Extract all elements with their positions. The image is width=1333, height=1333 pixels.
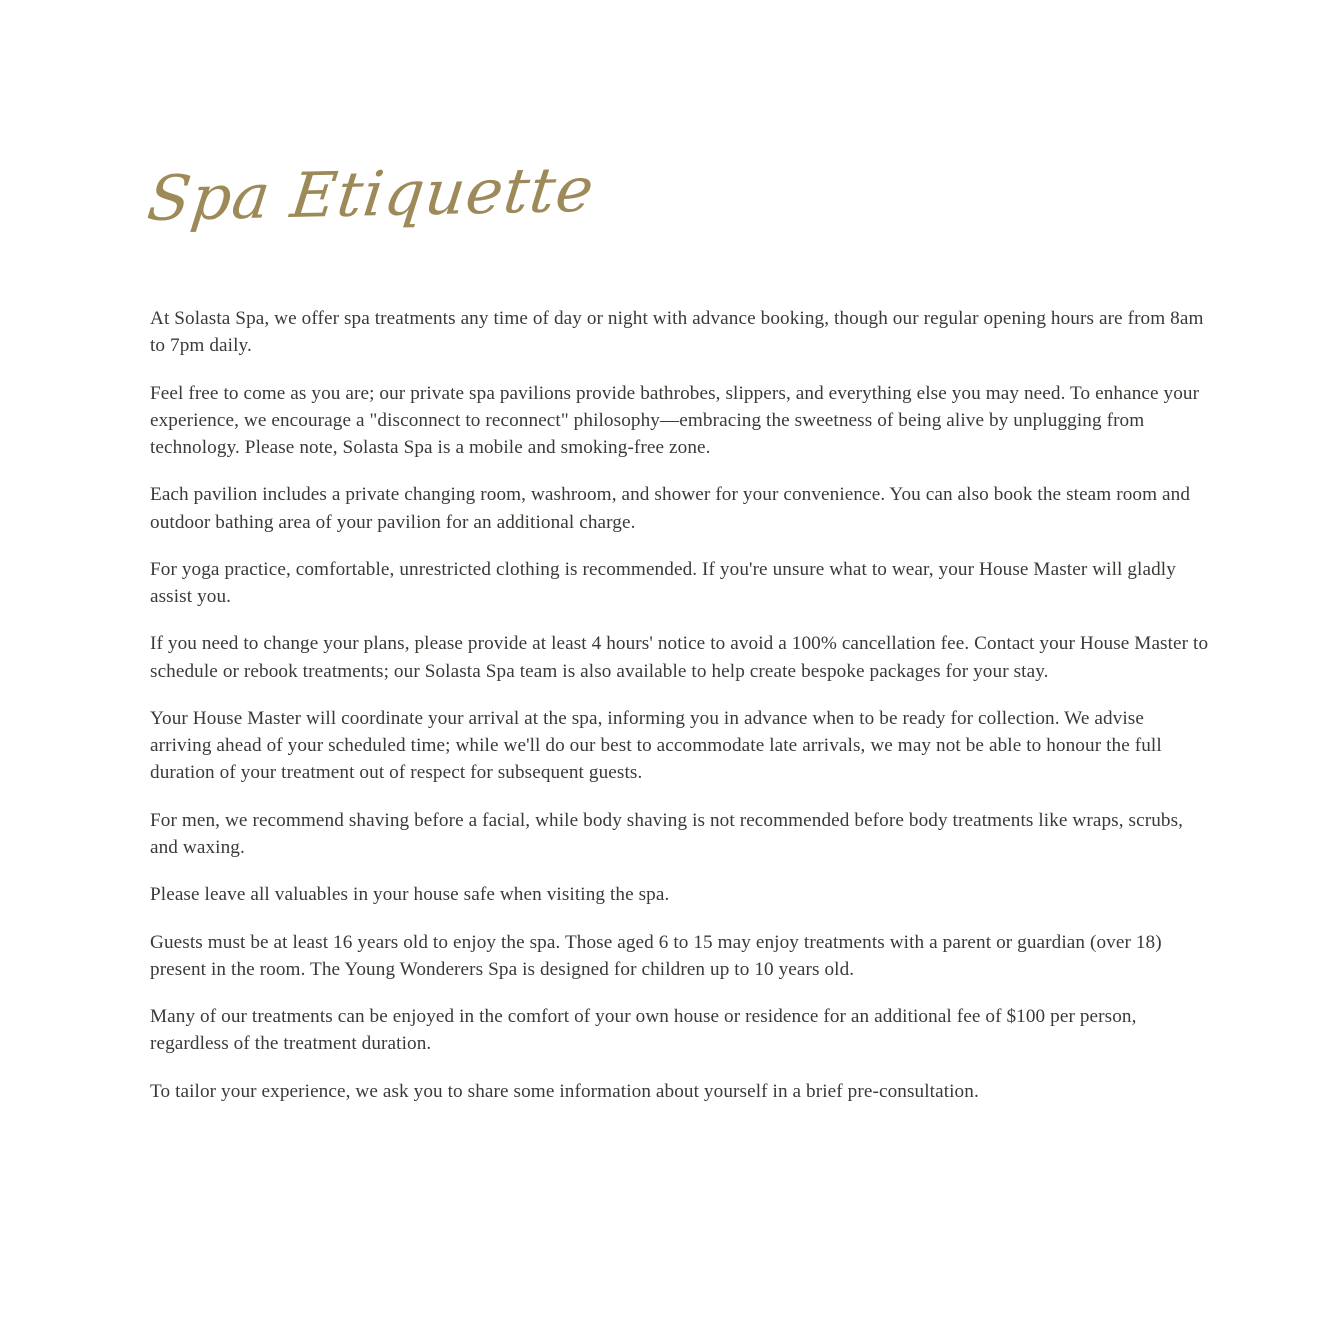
paragraph: If you need to change your plans, please provide at least 4 hours' notice to avoid a 100% cancellation fee. Contact your House Master to schedule or rebook treatments; our Solasta Spa team is also available to help create bespoke packages for your stay. [150,633,1209,682]
paragraph: Feel free to come as you are; our private spa pavilions provide bathrobes, slippers, and everything else you may need. To enhance your experience, we encourage a "disconnect to reconnect" philosophy—embracing the sweetness of being alive by unplugging from technology. Please note, Solasta Spa is a mobile and smoking-free zone. [150,382,1200,459]
paragraph: Your House Master will coordinate your arrival at the spa, informing you in advance when to be ready for collection. We advise arriving ahead of your scheduled time; while we'll do our best to accommodate late arrivals, we may not be able to honour the full duration of your treatment out of respect for subsequent guests. [150,707,1162,784]
paragraph: To tailor your experience, we ask you to share some information about yourself in a brief pre-consultation. [150,1080,979,1102]
paragraph: At Solasta Spa, we offer spa treatments any time of day or night with advance booking, though our regular opening hours are from 8am to 7pm daily. [150,308,1204,357]
paragraph: For yoga practice, comfortable, unrestricted clothing is recommended. If you're unsure what to wear, your House Master will gladly assist you. [150,558,1176,608]
document-body [150,305,1210,1105]
paragraph: Many of our treatments can be enjoyed in the comfort of your own house or residence for an additional fee of $100 per person, regardless of the treatment duration. [150,1006,1137,1055]
paragraph: Please leave all valuables in your house safe when visiting the spa. [150,884,670,906]
page-title: Spa Etiquette [143,152,599,235]
paragraph: Each pavilion includes a private changing room, washroom, and shower for your convenience. You can also book the steam room and outdoor bathing area of your pavilion for an additional charge. [150,484,1191,533]
paragraph: Guests must be at least 16 years old to enjoy the spa. Those aged 6 to 15 may enjoy treatments with a parent or guardian (over 18) present in the room. The Young Wonderers Spa is designed for children up to 10 years old. [150,931,1162,980]
paragraph: For men, we recommend shaving before a facial, while body shaving is not recommended before body treatments like wraps, scrubs, and waxing. [150,809,1184,858]
